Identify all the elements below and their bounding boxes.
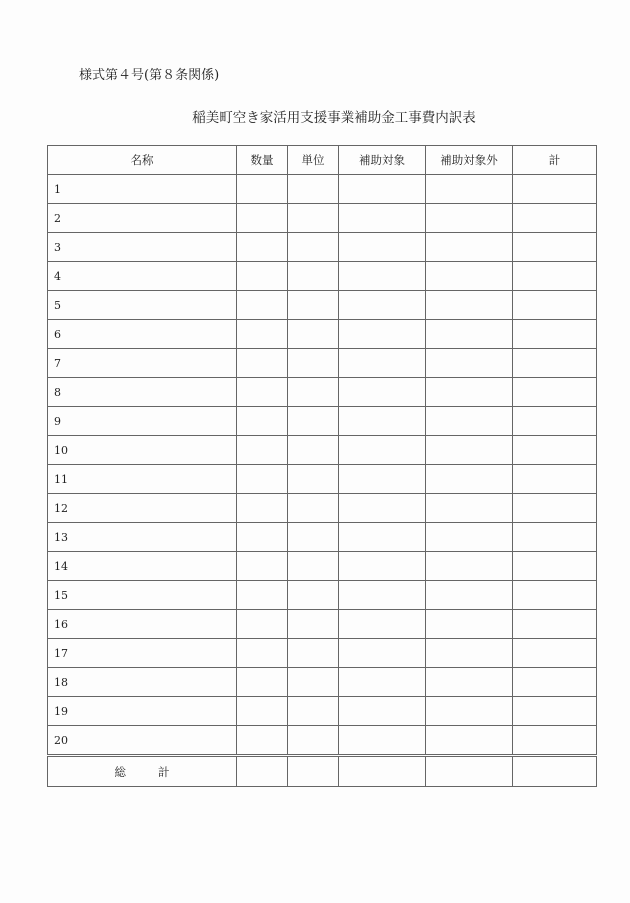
unit-cell[interactable] (288, 262, 339, 291)
quantity-cell[interactable] (237, 407, 288, 436)
table-row (48, 407, 597, 436)
cost-breakdown-table (47, 145, 597, 787)
unit-cell[interactable] (288, 291, 339, 320)
name-cell[interactable]: 1 (48, 175, 237, 204)
grand-total-row (48, 756, 597, 787)
unit-cell[interactable] (288, 436, 339, 465)
quantity-cell[interactable] (237, 581, 288, 610)
total-cell[interactable] (513, 407, 597, 436)
quantity-cell[interactable] (237, 726, 288, 756)
subsidy-target-cell[interactable] (339, 494, 426, 523)
non-subsidy-target-cell[interactable] (426, 204, 513, 233)
name-cell[interactable]: 19 (48, 697, 237, 726)
total-cell[interactable] (513, 291, 597, 320)
subsidy-target-cell[interactable] (339, 175, 426, 204)
table-row (48, 610, 597, 639)
non-subsidy-target-cell[interactable] (426, 639, 513, 668)
subsidy-target-cell[interactable] (339, 204, 426, 233)
subsidy-target-cell[interactable] (339, 349, 426, 378)
total-cell[interactable] (513, 349, 597, 378)
subsidy-target-cell[interactable] (339, 262, 426, 291)
non-subsidy-target-cell[interactable] (426, 610, 513, 639)
table-row (48, 233, 597, 262)
total-non-subsidy-target-cell[interactable] (426, 756, 513, 787)
unit-cell[interactable] (288, 581, 339, 610)
table-row (48, 291, 597, 320)
name-cell[interactable]: 3 (48, 233, 237, 262)
name-cell[interactable]: 14 (48, 552, 237, 581)
non-subsidy-target-cell[interactable] (426, 320, 513, 349)
total-subsidy-target-cell[interactable] (339, 756, 426, 787)
unit-cell[interactable] (288, 552, 339, 581)
non-subsidy-target-cell[interactable] (426, 436, 513, 465)
form-number: 様式第４号(第８条関係) (79, 68, 220, 83)
unit-cell[interactable] (288, 175, 339, 204)
unit-cell[interactable] (288, 668, 339, 697)
name-cell[interactable]: 7 (48, 349, 237, 378)
quantity-cell[interactable] (237, 320, 288, 349)
subsidy-target-cell[interactable] (339, 436, 426, 465)
subsidy-target-cell[interactable] (339, 726, 426, 756)
subsidy-target-cell[interactable] (339, 465, 426, 494)
name-cell[interactable]: 10 (48, 436, 237, 465)
document-title: 稲美町空き家活用支援事業補助金工事費内訳表 (192, 110, 476, 126)
quantity-cell[interactable] (237, 552, 288, 581)
total-cell[interactable] (513, 204, 597, 233)
table-row (48, 262, 597, 291)
quantity-cell[interactable] (237, 465, 288, 494)
non-subsidy-target-cell[interactable] (426, 552, 513, 581)
total-cell[interactable] (513, 465, 597, 494)
unit-cell[interactable] (288, 204, 339, 233)
table-row (48, 523, 597, 552)
unit-cell[interactable] (288, 697, 339, 726)
total-cell[interactable] (513, 175, 597, 204)
grand-total-label: 総 計 (48, 756, 237, 787)
quantity-cell[interactable] (237, 233, 288, 262)
table-row (48, 465, 597, 494)
non-subsidy-target-cell[interactable] (426, 494, 513, 523)
quantity-cell[interactable] (237, 436, 288, 465)
quantity-cell[interactable] (237, 349, 288, 378)
total-cell[interactable] (513, 639, 597, 668)
quantity-cell[interactable] (237, 697, 288, 726)
subsidy-target-cell[interactable] (339, 639, 426, 668)
unit-cell[interactable] (288, 349, 339, 378)
total-cell[interactable] (513, 320, 597, 349)
quantity-cell[interactable] (237, 204, 288, 233)
subsidy-target-cell[interactable] (339, 233, 426, 262)
header-subsidy-target: 補助対象 (339, 146, 426, 175)
non-subsidy-target-cell[interactable] (426, 233, 513, 262)
total-cell[interactable] (513, 494, 597, 523)
header-total: 計 (513, 146, 597, 175)
name-cell[interactable]: 8 (48, 378, 237, 407)
header-quantity: 数量 (237, 146, 288, 175)
name-cell[interactable]: 2 (48, 204, 237, 233)
non-subsidy-target-cell[interactable] (426, 291, 513, 320)
total-cell[interactable] (513, 726, 597, 756)
total-cell[interactable] (513, 233, 597, 262)
quantity-cell[interactable] (237, 494, 288, 523)
unit-cell[interactable] (288, 639, 339, 668)
quantity-cell[interactable] (237, 378, 288, 407)
table-row (48, 204, 597, 233)
subsidy-target-cell[interactable] (339, 581, 426, 610)
name-cell[interactable]: 16 (48, 610, 237, 639)
table-row (48, 581, 597, 610)
table-row (48, 436, 597, 465)
table-row (48, 639, 597, 668)
quantity-cell[interactable] (237, 291, 288, 320)
non-subsidy-target-cell[interactable] (426, 697, 513, 726)
table-row (48, 175, 597, 204)
unit-cell[interactable] (288, 523, 339, 552)
unit-cell[interactable] (288, 465, 339, 494)
non-subsidy-target-cell[interactable] (426, 407, 513, 436)
non-subsidy-target-cell[interactable] (426, 523, 513, 552)
quantity-cell[interactable] (237, 523, 288, 552)
subsidy-target-cell[interactable] (339, 697, 426, 726)
non-subsidy-target-cell[interactable] (426, 581, 513, 610)
table-row (48, 552, 597, 581)
name-cell[interactable]: 4 (48, 262, 237, 291)
unit-cell[interactable] (288, 610, 339, 639)
subsidy-target-cell[interactable] (339, 378, 426, 407)
name-cell[interactable]: 20 (48, 726, 237, 756)
header-unit: 単位 (288, 146, 339, 175)
subsidy-target-cell[interactable] (339, 291, 426, 320)
subsidy-target-cell[interactable] (339, 407, 426, 436)
table-row (48, 320, 597, 349)
subsidy-target-cell[interactable] (339, 610, 426, 639)
non-subsidy-target-cell[interactable] (426, 175, 513, 204)
table-row (48, 349, 597, 378)
unit-cell[interactable] (288, 378, 339, 407)
total-cell[interactable] (513, 610, 597, 639)
total-quantity-cell[interactable] (237, 756, 288, 787)
total-cell[interactable] (513, 378, 597, 407)
non-subsidy-target-cell[interactable] (426, 465, 513, 494)
total-cell[interactable] (513, 523, 597, 552)
non-subsidy-target-cell[interactable] (426, 262, 513, 291)
quantity-cell[interactable] (237, 610, 288, 639)
total-sum-cell[interactable] (513, 756, 597, 787)
subsidy-target-cell[interactable] (339, 552, 426, 581)
non-subsidy-target-cell[interactable] (426, 726, 513, 756)
total-cell[interactable] (513, 581, 597, 610)
quantity-cell[interactable] (237, 175, 288, 204)
non-subsidy-target-cell[interactable] (426, 378, 513, 407)
unit-cell[interactable] (288, 320, 339, 349)
name-cell[interactable]: 9 (48, 407, 237, 436)
non-subsidy-target-cell[interactable] (426, 668, 513, 697)
name-cell[interactable]: 17 (48, 639, 237, 668)
name-cell[interactable]: 11 (48, 465, 237, 494)
table-header-row (48, 146, 597, 175)
name-cell[interactable]: 18 (48, 668, 237, 697)
unit-cell[interactable] (288, 726, 339, 756)
header-non-subsidy-target: 補助対象外 (426, 146, 513, 175)
unit-cell[interactable] (288, 407, 339, 436)
subsidy-target-cell[interactable] (339, 668, 426, 697)
name-cell[interactable]: 5 (48, 291, 237, 320)
unit-cell[interactable] (288, 233, 339, 262)
total-cell[interactable] (513, 436, 597, 465)
table-row (48, 726, 597, 756)
name-cell[interactable]: 12 (48, 494, 237, 523)
header-name: 名称 (48, 146, 237, 175)
total-cell[interactable] (513, 697, 597, 726)
table-row (48, 697, 597, 726)
subsidy-target-cell[interactable] (339, 320, 426, 349)
quantity-cell[interactable] (237, 262, 288, 291)
total-unit-cell[interactable] (288, 756, 339, 787)
table-row (48, 494, 597, 523)
table-row (48, 668, 597, 697)
unit-cell[interactable] (288, 494, 339, 523)
non-subsidy-target-cell[interactable] (426, 349, 513, 378)
quantity-cell[interactable] (237, 639, 288, 668)
name-cell[interactable]: 13 (48, 523, 237, 552)
quantity-cell[interactable] (237, 668, 288, 697)
total-cell[interactable] (513, 262, 597, 291)
name-cell[interactable]: 15 (48, 581, 237, 610)
total-cell[interactable] (513, 668, 597, 697)
table-row (48, 378, 597, 407)
subsidy-target-cell[interactable] (339, 523, 426, 552)
name-cell[interactable]: 6 (48, 320, 237, 349)
total-cell[interactable] (513, 552, 597, 581)
